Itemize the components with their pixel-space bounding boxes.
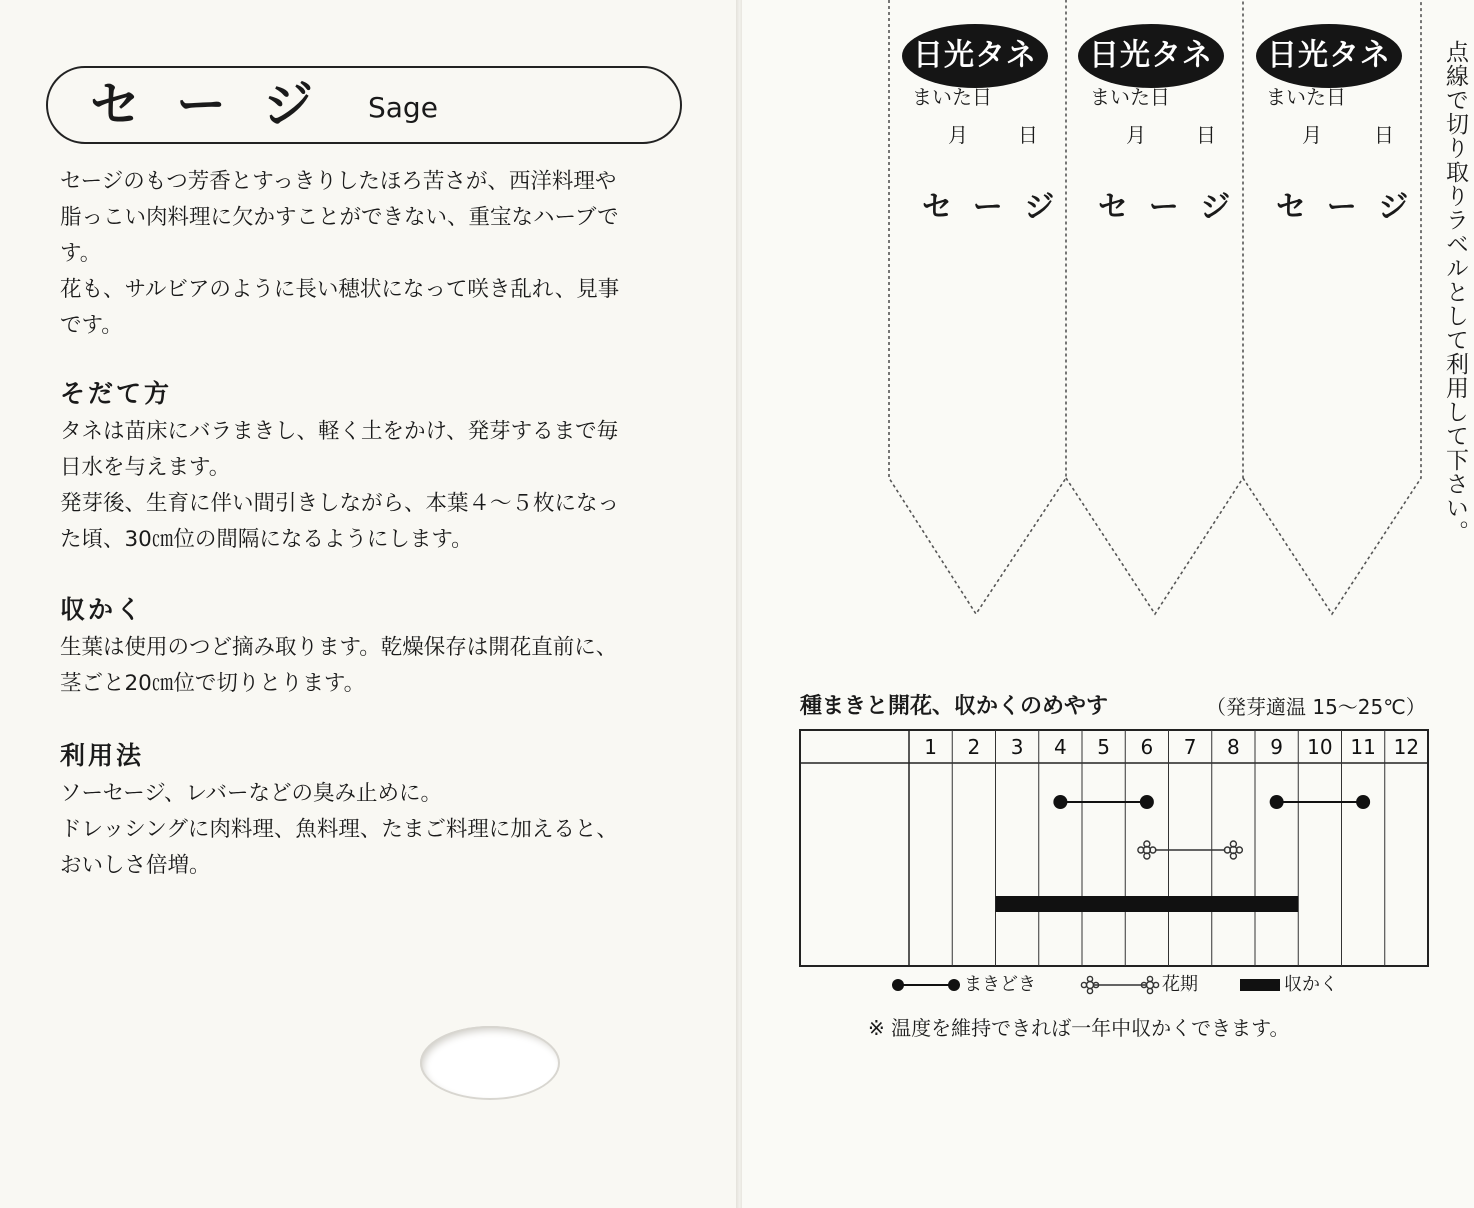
brand-logo-1: 日光タネ <box>902 24 1048 88</box>
month-label-1: 月 <box>948 123 968 147</box>
day-label-2: 日 <box>1196 123 1216 147</box>
chart-note: ※ 温度を維持できれば一年中収かくできます。 <box>868 1016 1290 1040</box>
month-tick-label: 12 <box>1393 735 1420 759</box>
sowing-date-label-1: まいた日 <box>912 85 992 109</box>
month-tick-label: 2 <box>967 735 981 759</box>
legend-sowing-label: まきどき <box>964 974 1036 995</box>
legend-flowering-label: 花期 <box>1162 974 1198 995</box>
sowing-date-label-2: まいた日 <box>1090 85 1170 109</box>
legend-sowing-symbol <box>892 979 960 991</box>
day-label-1: 日 <box>1018 123 1038 147</box>
month-tick-label: 4 <box>1054 735 1067 759</box>
month-tick-label: 1 <box>924 735 937 759</box>
title-english: Sage <box>368 91 438 124</box>
brand-logo-3: 日光タネ <box>1256 24 1402 88</box>
day-label-3: 日 <box>1374 123 1394 147</box>
month-tick-label: 11 <box>1350 735 1376 759</box>
title-japanese: セージ <box>90 76 351 134</box>
section-body-usage: ソーセージ、レバーなどの臭み止めに。 ドレッシングに肉料理、魚料理、たまご料理に加えると、 おいしさ倍増。 <box>60 781 618 878</box>
chart-title: 種まきと開花、収かくのめやす <box>800 694 1109 719</box>
legend-harvest-label: 収かく <box>1284 974 1338 995</box>
month-tick-label: 10 <box>1307 735 1333 759</box>
month-label-2: 月 <box>1126 123 1146 147</box>
month-tick-label: 7 <box>1183 735 1197 759</box>
legend-harvest-symbol <box>1240 979 1280 991</box>
cut-instruction: 点線で切り取りラベルとして利用して下さい。 <box>1442 40 1468 544</box>
sowing-date-label-3: まいた日 <box>1266 85 1346 109</box>
intro-text: セージのもつ芳香とすっきりしたほろ苦さが、西洋料理や 脂っこい肉料理に欠かすことができない、重宝なハーブで す。 花も、サルビアのように長い穂状になって咲き乱れ、見事 です。 <box>60 169 620 338</box>
label-name-1: セージ <box>922 190 1077 225</box>
month-tick-label: 5 <box>1097 735 1110 759</box>
month-tick-label: 9 <box>1270 735 1283 759</box>
legend-flowering-symbol <box>1081 976 1158 993</box>
month-label-3: 月 <box>1302 123 1322 147</box>
brand-logo-2: 日光タネ <box>1078 24 1224 88</box>
section-body-harvest: 生葉は使用のつど摘み取ります。乾燥保存は開花直前に、 茎ごと20㎝位で切りとります。 <box>60 635 618 696</box>
section-heading-harvest: 収かく <box>60 595 145 624</box>
section-heading-usage: 利用法 <box>60 741 145 770</box>
section-heading-growing: そだて方 <box>60 379 173 408</box>
germination-temperature: （発芽適温 15～25℃） <box>1206 695 1426 719</box>
month-tick-label: 3 <box>1010 735 1024 759</box>
month-tick-label: 8 <box>1227 735 1240 759</box>
label-name-2: セージ <box>1098 190 1253 225</box>
label-name-3: セージ <box>1276 190 1431 225</box>
month-tick-label: 6 <box>1140 735 1154 759</box>
section-body-growing: タネは苗床にバラまきし、軽く土をかけ、発芽するまで毎 日水を与えます。 発芽後、生育に伴い間引きしながら、本葉４～５枚になっ た頃、30㎝位の間隔になるようにします。 <box>60 419 620 552</box>
